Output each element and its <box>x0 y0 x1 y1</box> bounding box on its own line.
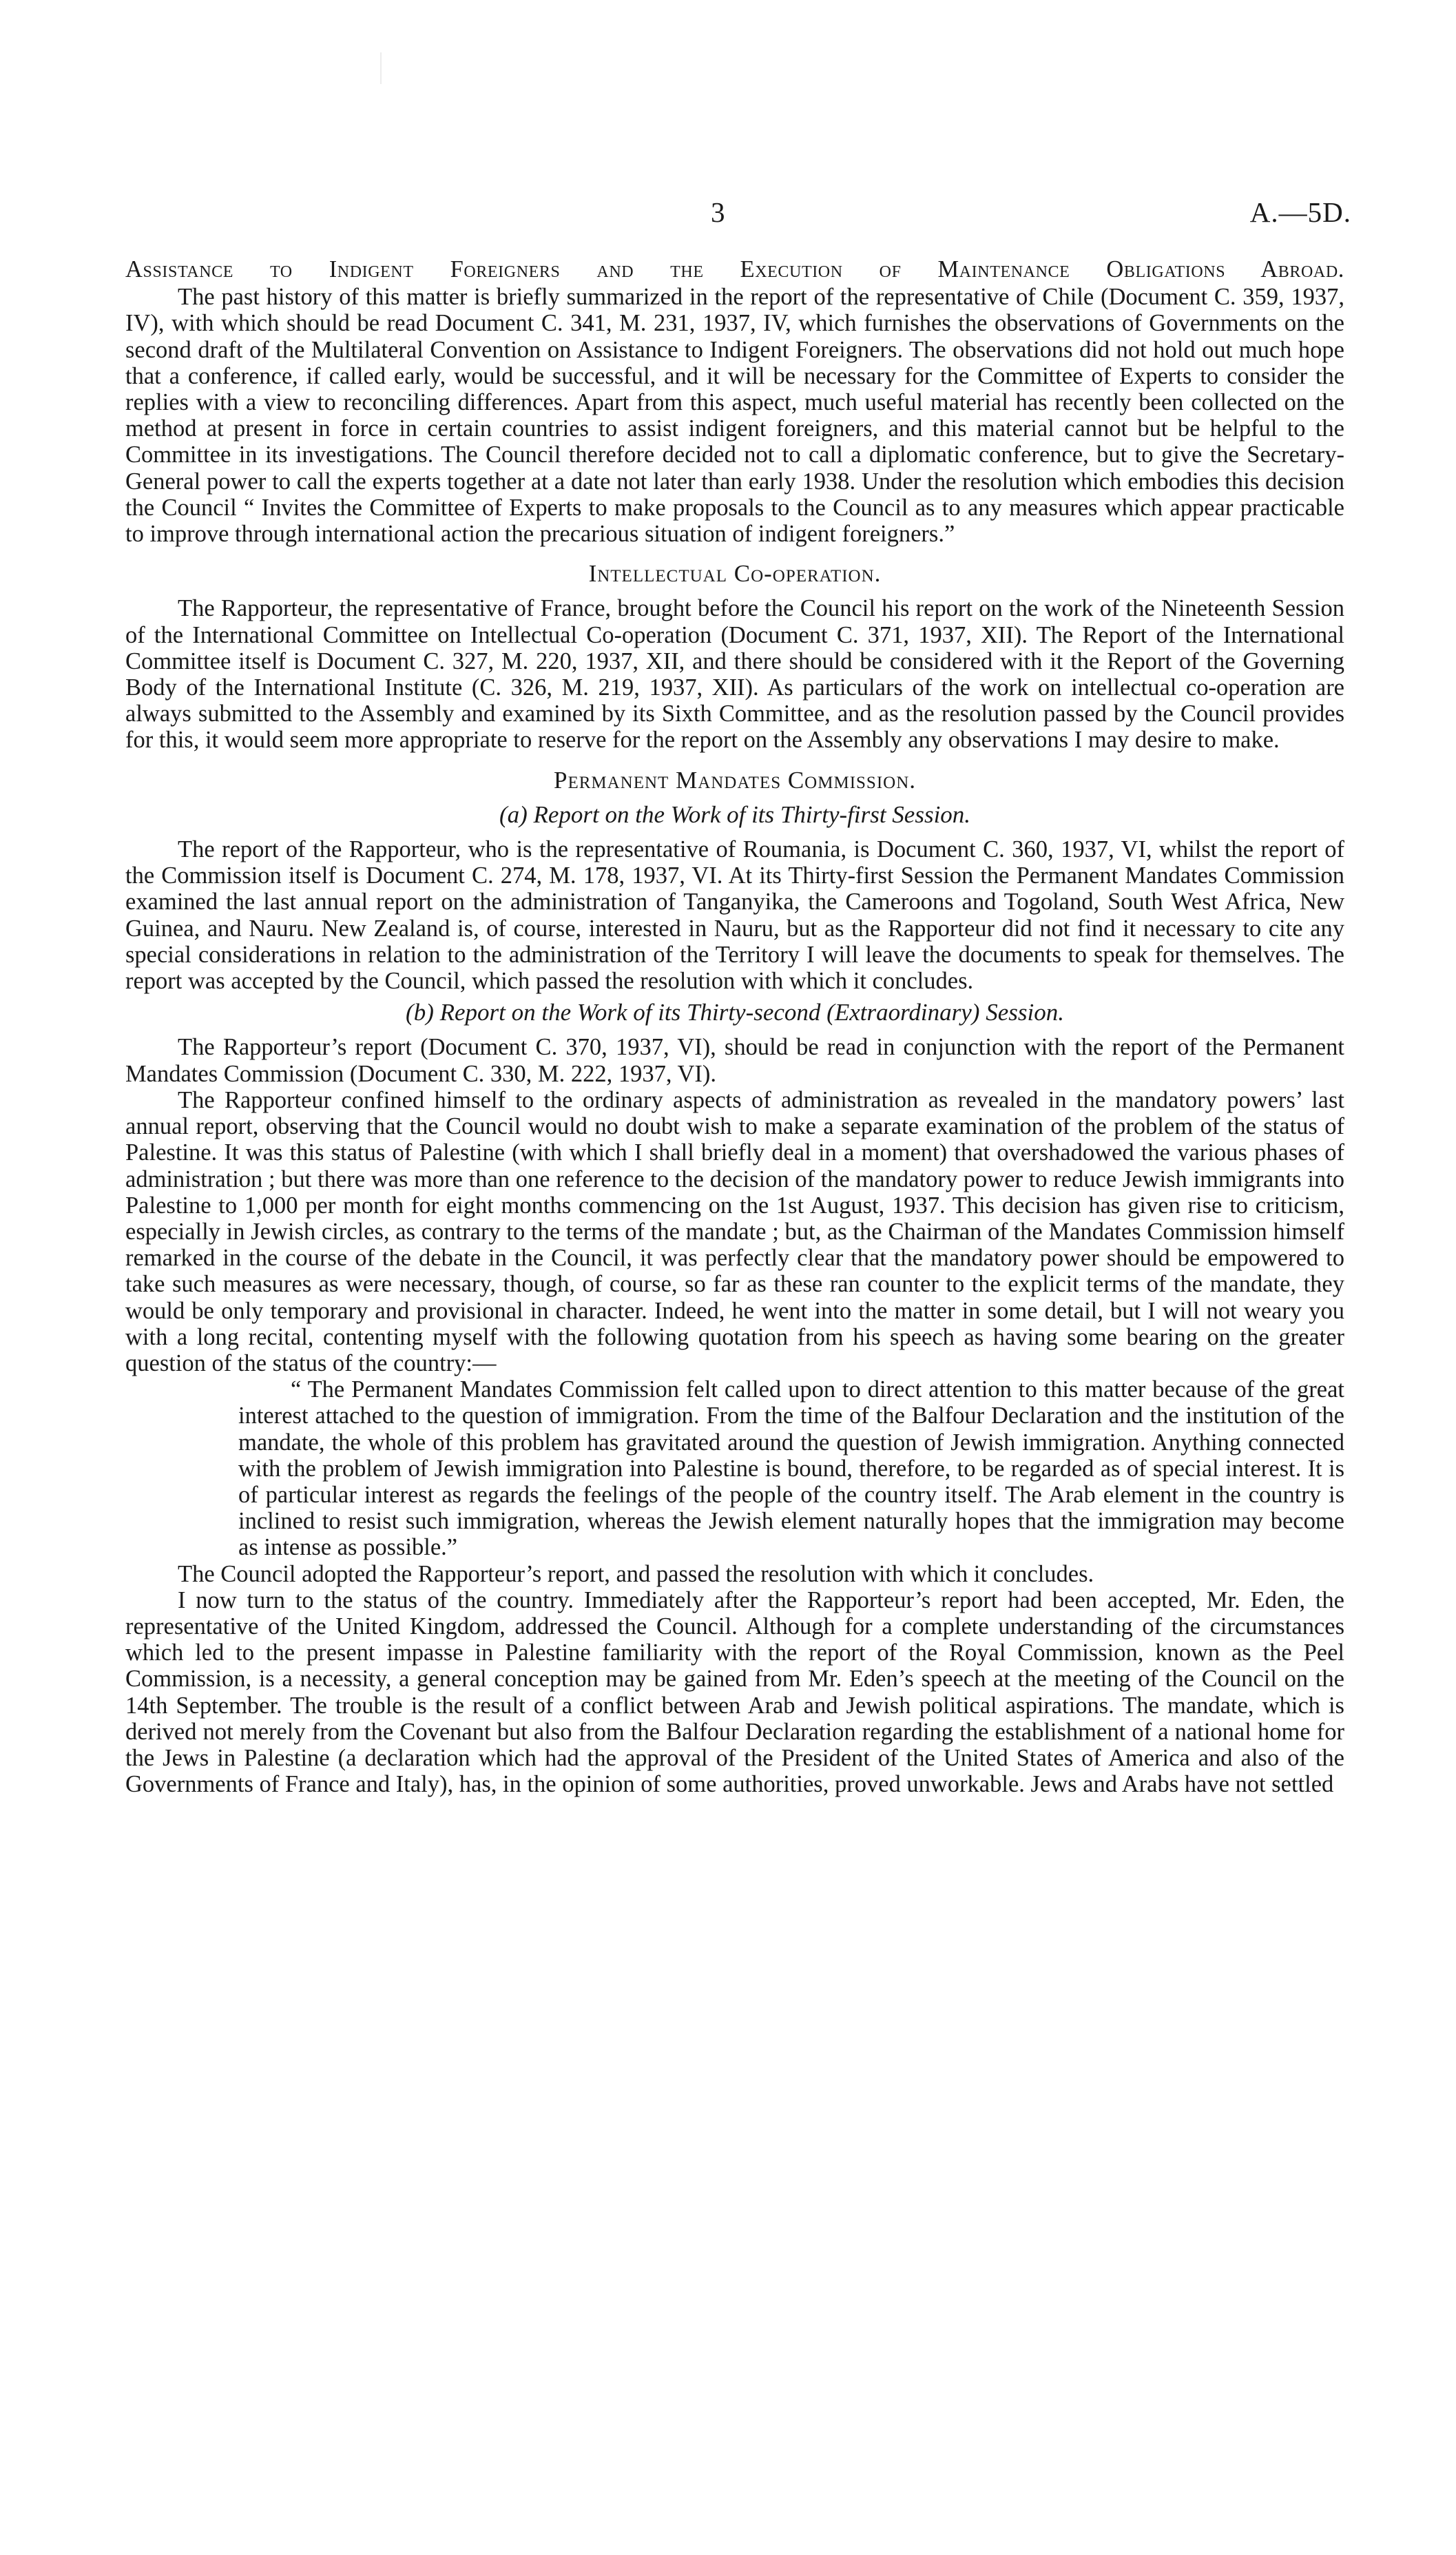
paragraph-intellectual-1: The Rapporteur, the representative of France, brought before the Council his report on the work of the Nineteenth Session of the International Committee on Intellectual Co-operation (Document C. 371, 1937, XII). The Report of the International Committee itself is Document C. 327, M. 220, 1937, XII, and there should be considered with it the Report of the Governing Body of the International Institute (C. 326, M. 219, 1937, XII). As particulars of the work on intellectual co-operation are always submitted to the Assembly and examined by its Sixth Committee, and as the resolution passed by the Council provides for this, it would seem more appropriate to reserve for the report on the Assembly any observations I may desire to make. <box>125 595 1344 754</box>
paragraph-mandates-b-2: The Rapporteur confined himself to the ordinary aspects of administration as revealed in the mandatory powers’ last annual report, observing that the Council would no doubt wish to make a separate examination of the problem of the status of Palestine. It was this status of Palestine (with which I shall briefly deal in a moment) that overshadowed the various phases of administration ; but there was more than one reference to the decision of the mandatory power to reduce Jewish immigrants into Palestine to 1,000 per month for eight months commencing on the 1st August, 1937. This decision has given rise to criticism, especially in Jewish circles, as contrary to the terms of the mandate ; but, as the Chairman of the Mandates Commission himself remarked in the course of the debate in the Council, it was perfectly clear that the mandatory power should be empowered to take such measures as were necessary, though, of course, so far as these ran counter to the explicit terms of the mandate, they would be only temporary and provisional in character. Indeed, he went into the matter in some detail, but I will not weary you with a long recital, contenting myself with the following quotation from his speech as having some bearing on the greater question of the status of the country:— <box>125 1086 1344 1376</box>
document-body <box>125 256 1344 1797</box>
paragraph-indigent-1: The past history of this matter is briefly summarized in the report of the representative of Chile (Document C. 359, 1937, IV), with which should be read Document C. 341, M. 231, 1937, IV, which furnishes the observations of Governments on the second draft of the Multilateral Convention on Assistance to Indigent Foreigners. The observations did not hold out much hope that a conference, if called early, would be successful, and it will be necessary for the Committee of Experts to consider the replies with a view to reconciling differences. Apart from this aspect, much useful material has recently been collected on the method at present in force in certain countries to assist indigent foreigners, and this material cannot but be helpful to the Committee in its investigations. The Council therefore decided not to call a diplomatic conference, but to give the Secretary-General power to call the experts together at a date not later than early 1938. Under the resolution which embodies this decision the Council “ Invites the Committee of Experts to make proposals to the Council as to any measures which appear practicable to improve through international action the precarious situation of indigent foreigners.” <box>125 284 1344 548</box>
section-heading-indigent-foreigners: Assistance to Indigent Foreigners and the Execution of Maintenance Obligations Abroad. <box>125 256 1344 282</box>
paragraph-council-adopted: The Council adopted the Rapporteur’s report, and passed the resolution with which it concludes. <box>178 1560 1094 1587</box>
page-number: 3 <box>711 196 725 228</box>
subheading-thirty-second-session: (b) Report on the Work of its Thirty-second (Extraordinary) Session. <box>406 999 1064 1026</box>
section-heading-permanent-mandates: Permanent Mandates Commission. <box>553 766 917 794</box>
paragraph-status-of-country: I now turn to the status of the country. Immediately after the Rapporteur’s report had been accepted, Mr. Eden, the representative of the United Kingdom, addressed the Council. Although for a complete understanding of the circumstances which led to the present impasse in Palestine familiarity with the report of the Royal Commission, known as the Peel Commission, is a necessity, a general conception may be gained from Mr. Eden’s speech at the meeting of the Council on the 14th September. The trouble is the result of a conflict between Arab and Jewish political aspirations. The mandate, which is derived not merely from the Covenant but also from the Balfour Declaration regarding the establishment of a national home for the Jews in Palestine (a declaration which had the approval of the President of the United States of America and also of the Governments of France and Italy), has, in the opinion of some authorities, proved unworkable. Jews and Arabs have not settled <box>125 1586 1344 1798</box>
scan-artifact <box>380 52 382 84</box>
page-header <box>0 196 1456 237</box>
subheading-thirty-first-session: (a) Report on the Work of its Thirty-first Session. <box>499 800 971 828</box>
paragraph-mandates-b-1: The Rapporteur’s report (Document C. 370, 1937, VI), should be read in conjunction with the report of the Permanent Mandates Commission (Document C. 330, M. 222, 1937, VI). <box>125 1034 1344 1087</box>
paragraph-mandates-a-1: The report of the Rapporteur, who is the representative of Roumania, is Document C. 360, 1937, VI, whilst the report of the Commission itself is Document C. 274, M. 178, 1937, VI. At its Thirty-first Session the Permanent Mandates Commission examined the last annual report on the administration of Tanganyika, the Cameroons and Togoland, South West Africa, New Guinea, and Nauru. New Zealand is, of course, interested in Nauru, but as the Rapporteur did not find it necessary to cite any special considerations in relation to the administration of the Territory I will leave the documents to speak for themselves. The report was accepted by the Council, which passed the resolution with which it concludes. <box>125 836 1344 995</box>
document-reference: A.—5D. <box>1249 196 1351 228</box>
section-heading-intellectual-cooperation: Intellectual Co-operation. <box>588 560 882 588</box>
block-quote-chairman: “ The Permanent Mandates Commission felt called upon to direct attention to this matter because of the great interest attached to the question of immigration. From the time of the Balfour Declaration and the institution of the mandate, the whole of this problem has gravitated around the question of Jewish immigration. Anything connected with the problem of Jewish immigration into Palestine is bound, therefore, to be regarded as of special interest. It is of particular interest as regards the feelings of the people of the country itself. The Arab element in the country is inclined to resist such immigration, whereas the Jewish element naturally hopes that the immigration may become as intense as possible.” <box>238 1376 1344 1561</box>
